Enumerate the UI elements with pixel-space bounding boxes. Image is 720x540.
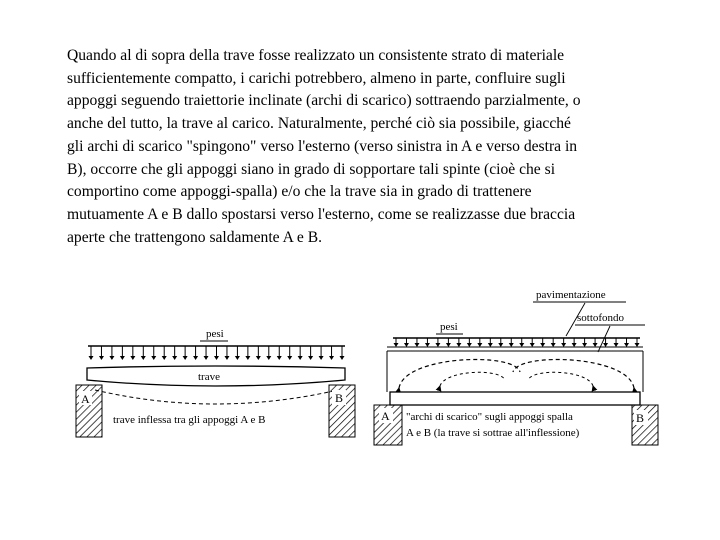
load-arrowhead — [245, 356, 250, 360]
load-arrowhead — [519, 343, 524, 347]
load-arrowhead — [172, 356, 177, 360]
load-arrowhead — [162, 356, 167, 360]
caption: trave inflessa tra gli appoggi A e B — [113, 414, 266, 426]
paragraph-line: anche del tutto, la trave al carico. Naturalmente, perché ciò sia possibile, giacché — [67, 115, 571, 133]
load-arrowhead — [277, 356, 282, 360]
paragraph-line: Quando al di sopra della trave fosse realizzato un consistente strato di materiale — [67, 47, 565, 64]
load-arrowhead — [582, 343, 587, 347]
load-arrowhead — [340, 356, 345, 360]
load-arrowhead — [109, 356, 114, 360]
load-arrowhead — [624, 343, 629, 347]
load-arrowhead — [183, 356, 188, 360]
load-arrowhead — [308, 356, 313, 360]
load-arrowhead — [603, 343, 608, 347]
caption-line-2: A e B (la trave si sottrae all'inflessione) — [406, 427, 580, 439]
load-arrowhead — [204, 356, 209, 360]
support-b-label: B — [636, 411, 645, 425]
load-arrowhead — [488, 343, 493, 347]
load-arrowhead — [635, 343, 640, 347]
discharge-arch-left — [399, 359, 520, 388]
load-arrowhead — [446, 343, 451, 347]
load-arrowhead — [477, 343, 482, 347]
loads-label: pesi — [440, 321, 458, 333]
load-arrowhead — [224, 356, 229, 360]
paragraph-line: aperte che trattengono saldamente A e B. — [67, 228, 323, 246]
load-arrowhead — [540, 343, 545, 347]
load-arrowhead — [614, 343, 619, 347]
caption-line-1: "archi di scarico" sugli appoggi spalla — [406, 411, 573, 423]
load-arrowhead — [130, 356, 135, 360]
load-arrowhead — [329, 356, 334, 360]
beam-label: trave — [198, 371, 220, 383]
load-arrowhead — [456, 343, 461, 347]
paving-label: pavimentazione — [536, 289, 606, 301]
load-arrowhead — [120, 356, 125, 360]
load-arrowhead — [141, 356, 146, 360]
load-arrowhead — [425, 343, 430, 347]
load-arrowhead — [404, 343, 409, 347]
right-diagram — [374, 289, 658, 445]
load-arrowhead — [509, 343, 514, 347]
support-b-label: B — [335, 391, 344, 405]
load-arrowhead — [530, 343, 535, 347]
left-diagram — [76, 328, 355, 437]
load-arrowhead — [551, 343, 556, 347]
load-arrowhead — [593, 343, 598, 347]
load-arrowhead — [151, 356, 156, 360]
load-arrowhead — [193, 356, 198, 360]
load-arrows — [89, 346, 345, 360]
deflection-curve — [95, 390, 338, 404]
support-a-label: A — [381, 409, 390, 423]
load-arrowhead — [435, 343, 440, 347]
load-arrowhead — [414, 343, 419, 347]
load-arrowhead — [467, 343, 472, 347]
discharge-arch-right — [513, 359, 634, 388]
load-arrowhead — [214, 356, 219, 360]
subfloor-label: sottofondo — [577, 312, 625, 324]
load-arrowhead — [572, 343, 577, 347]
loads-label: pesi — [206, 328, 224, 340]
support-a-label: A — [81, 392, 90, 406]
paragraph-line: comportino come appoggi-spalla) e/o che la trave sia in grado di trattenere — [67, 183, 532, 201]
paragraph-line: appoggi seguendo traiettorie inclinate (archi di scarico) sottraendo parzialmente, o — [67, 92, 581, 110]
paragraph-line: B), occorre che gli appoggi siano in grado di sopportare tali spinte (cioè che si — [67, 160, 556, 178]
paragraph-line: mutuamente A e B dallo spostarsi verso l'esterno, come se realizzasse due braccia — [67, 205, 576, 223]
load-arrowhead — [319, 356, 324, 360]
load-arrowhead — [266, 356, 271, 360]
load-arrowhead — [498, 343, 503, 347]
load-arrowhead — [287, 356, 292, 360]
load-arrowhead — [89, 356, 94, 360]
load-arrowhead — [561, 343, 566, 347]
paragraph-line: sufficientemente compatto, i carichi potrebbero, almeno in parte, confluire sugli — [67, 69, 566, 87]
load-arrowhead — [298, 356, 303, 360]
subfloor-leader — [598, 326, 610, 352]
load-arrowhead — [394, 343, 399, 347]
load-arrowhead — [235, 356, 240, 360]
load-arrowhead — [99, 356, 104, 360]
beam — [390, 392, 640, 405]
load-arrowhead — [256, 356, 261, 360]
paragraph-line: gli archi di scarico "spingono" verso l'esterno (verso sinistra in A e verso destra in — [67, 137, 578, 155]
